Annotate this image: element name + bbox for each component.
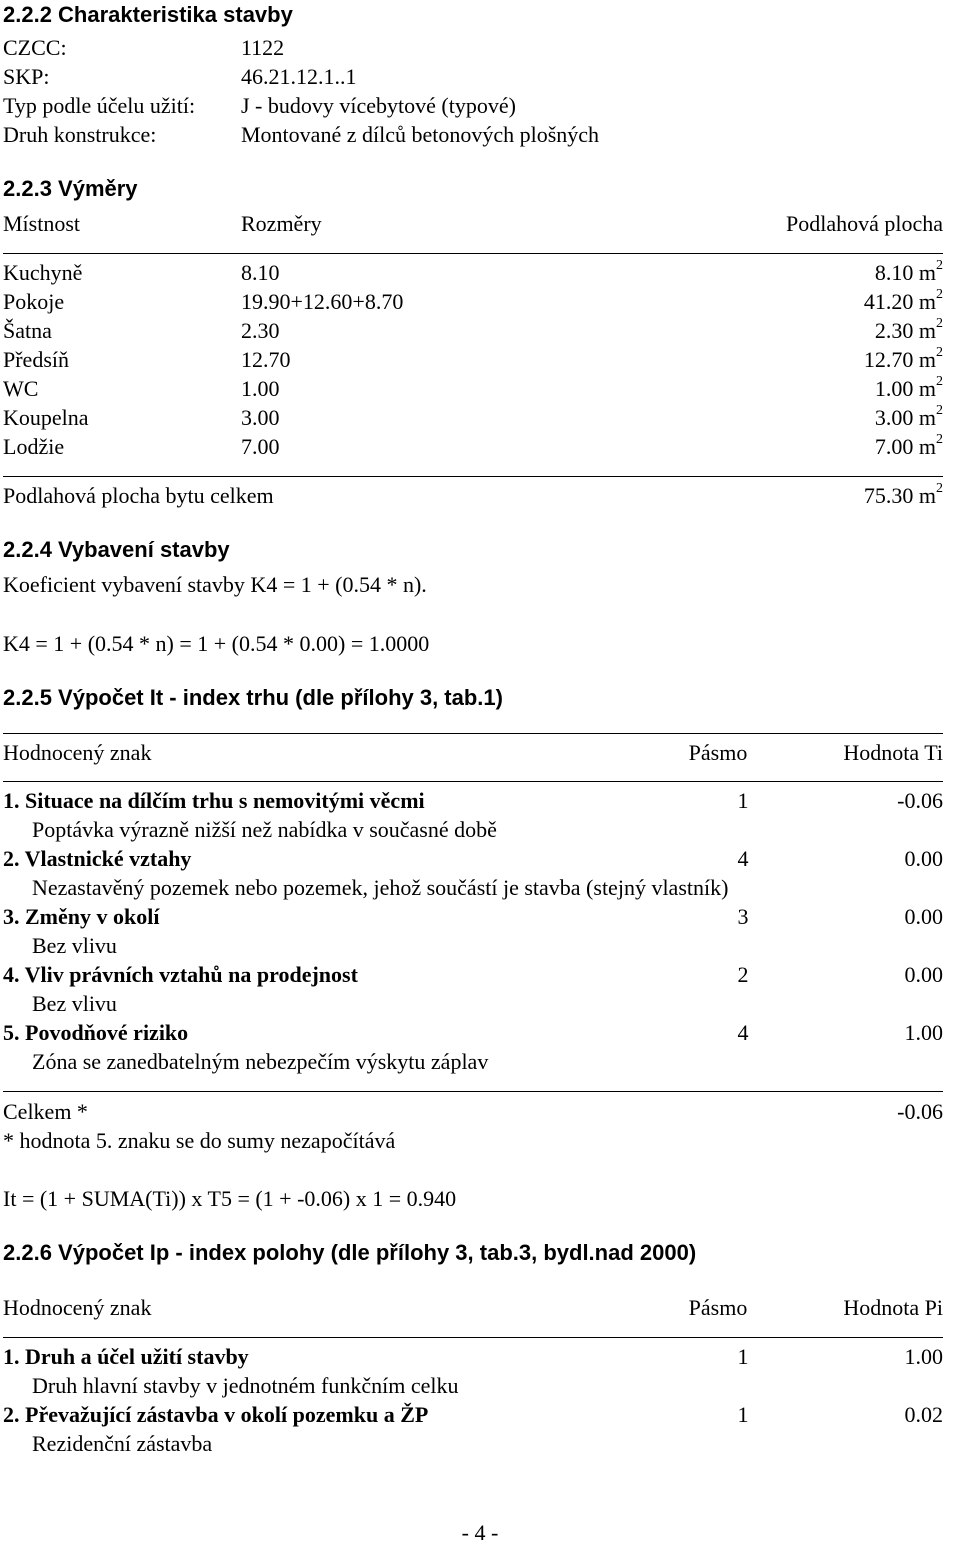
- room-name: Pokoje: [3, 289, 65, 314]
- char-value: Montované z dílců betonových plošných: [241, 122, 600, 147]
- rooms-table: [3, 258, 943, 461]
- divider: [3, 1337, 943, 1338]
- col-pasmo: Pásmo: [688, 740, 748, 765]
- section-heading-vymery: 2.2.3 Výměry: [3, 176, 138, 201]
- znak-pasmo: 3: [737, 904, 749, 929]
- room-name: Předsíň: [3, 347, 69, 372]
- znak-desc: Zóna se zanedbatelným nebezpečím výskytu záplav: [32, 1049, 489, 1074]
- vybaveni-line1: Koeficient vybavení stavby K4 = 1 + (0.54 * n).: [3, 572, 427, 597]
- znak-pasmo: 4: [737, 846, 749, 871]
- section-heading-charakteristika: 2.2.2 Charakteristika stavby: [3, 2, 293, 27]
- divider: [3, 253, 943, 254]
- room-dims: 8.10: [241, 260, 280, 285]
- total-label: Celkem *: [3, 1099, 88, 1124]
- znak-title: 4. Vliv právních vztahů na prodejnost: [3, 962, 358, 987]
- znak-pasmo: 1: [737, 788, 749, 813]
- col-rozmery: Rozměry: [241, 211, 322, 236]
- col-hodnota: Hodnota Ti: [843, 740, 943, 765]
- room-area: 7.00 $m^2$: [874, 431, 943, 459]
- col-plocha: Podlahová plocha: [785, 211, 943, 236]
- table-row: [3, 1342, 943, 1371]
- room-dims: 2.30: [241, 318, 280, 343]
- char-row: [3, 91, 943, 120]
- table-row: [3, 844, 943, 873]
- room-name: Kuchyně: [3, 260, 83, 285]
- znak-desc: Nezastavěný pozemek nebo pozemek, jehož součástí je stavba (stejný vlastník): [32, 875, 729, 900]
- znak-value: 0.02: [904, 1402, 943, 1427]
- it-table: [3, 786, 943, 1076]
- znak-pasmo: 2: [737, 962, 749, 987]
- znak-title: 2. Vlastnické vztahy: [3, 846, 192, 871]
- table-row: [3, 1018, 943, 1047]
- znak-desc: Poptávka výrazně nižší než nabídka v současné době: [32, 817, 497, 842]
- char-value: 1122: [241, 35, 285, 60]
- znak-pasmo: 4: [737, 1020, 749, 1045]
- char-label: SKP:: [3, 64, 50, 89]
- znak-pasmo: 1: [737, 1402, 749, 1427]
- table-row: [3, 902, 943, 931]
- room-area: 41.20 $m^2$: [863, 286, 943, 314]
- char-row: [3, 120, 943, 149]
- table-row: [3, 1400, 943, 1429]
- total-value: -0.06: [897, 1099, 943, 1124]
- room-dims: 7.00: [241, 434, 280, 459]
- znak-value: 1.00: [904, 1344, 943, 1369]
- room-dims: 12.70: [241, 347, 291, 372]
- char-row: [3, 33, 943, 62]
- section-heading-it: 2.2.5 Výpočet It - index trhu (dle přílohy 3, tab.1): [3, 685, 503, 710]
- total-value: 75.30 $m^2$: [863, 480, 943, 508]
- room-dims: 1.00: [241, 376, 280, 401]
- room-area: 2.30 $m^2$: [874, 315, 943, 343]
- it-total: [3, 1097, 943, 1155]
- divider: [3, 733, 943, 734]
- room-name: Lodžie: [3, 434, 65, 459]
- table-row: [3, 815, 943, 844]
- table-row: [3, 258, 943, 287]
- vymery-total: [3, 481, 943, 510]
- znak-value: 0.00: [904, 846, 943, 871]
- znak-value: 0.00: [904, 904, 943, 929]
- section-heading-vybaveni: 2.2.4 Vybavení stavby: [3, 537, 230, 562]
- znak-value: 1.00: [904, 1020, 943, 1045]
- znak-pasmo: 1: [737, 1344, 749, 1369]
- char-value: J - budovy vícebytové (typové): [241, 93, 516, 118]
- room-dims: 3.00: [241, 405, 280, 430]
- znak-title: 3. Změny v okolí: [3, 904, 160, 929]
- divider: [3, 476, 943, 477]
- znak-desc: Bez vlivu: [32, 933, 117, 958]
- table-row: [3, 786, 943, 815]
- page-number: - 4 -: [461, 1520, 499, 1545]
- table-row: [3, 931, 943, 960]
- charakteristika-table: [3, 33, 943, 149]
- char-value: 46.21.12.1..1: [241, 64, 357, 89]
- table-row: [3, 1047, 943, 1076]
- ip-header: [3, 1293, 943, 1322]
- room-dims: 19.90+12.60+8.70: [241, 289, 404, 314]
- total-note: * hodnota 5. znaku se do sumy nezapočítává: [3, 1128, 396, 1153]
- table-row: [3, 316, 943, 345]
- col-znak: Hodnocený znak: [3, 1295, 152, 1320]
- znak-desc: Druh hlavní stavby v jednotném funkčním celku: [32, 1373, 459, 1398]
- znak-desc: Rezidenční zástavba: [32, 1431, 213, 1456]
- col-hodnota: Hodnota Pi: [843, 1295, 943, 1320]
- room-name: Koupelna: [3, 405, 89, 430]
- znak-title: 1. Situace na dílčím trhu s nemovitými věcmi: [3, 788, 425, 813]
- char-label: Druh konstrukce:: [3, 122, 157, 147]
- table-row: [3, 1429, 943, 1458]
- col-pasmo: Pásmo: [688, 1295, 748, 1320]
- divider: [3, 1091, 943, 1092]
- room-area: 3.00 $m^2$: [874, 402, 943, 430]
- table-row: [3, 960, 943, 989]
- table-row: [3, 403, 943, 432]
- it-header: [3, 738, 943, 767]
- divider: [3, 781, 943, 782]
- table-row: [3, 374, 943, 403]
- znak-title: 1. Druh a účel užití stavby: [3, 1344, 249, 1369]
- char-label: Typ podle účelu užití:: [3, 93, 196, 118]
- vymery-header: [3, 209, 943, 238]
- total-label: Podlahová plocha bytu celkem: [3, 483, 274, 508]
- table-row: [3, 345, 943, 374]
- table-row: [3, 1371, 943, 1400]
- table-row: [3, 432, 943, 461]
- it-formula: It = (1 + SUMA(Ti)) x T5 = (1 + -0.06) x 1 = 0.940: [3, 1186, 457, 1211]
- znak-value: -0.06: [897, 788, 943, 813]
- znak-title: 5. Povodňové riziko: [3, 1020, 189, 1045]
- znak-title: 2. Převažující zástavba v okolí pozemku a ŽP: [3, 1402, 429, 1427]
- char-row: [3, 62, 943, 91]
- room-area: 12.70 $m^2$: [863, 344, 943, 372]
- room-name: Šatna: [3, 318, 52, 343]
- char-label: CZCC:: [3, 35, 67, 60]
- col-mistnost: Místnost: [3, 211, 81, 236]
- table-row: [3, 873, 943, 902]
- col-znak: Hodnocený znak: [3, 740, 152, 765]
- table-row: [3, 989, 943, 1018]
- table-row: [3, 287, 943, 316]
- room-area: 8.10 $m^2$: [874, 257, 943, 285]
- room-area: 1.00 $m^2$: [874, 373, 943, 401]
- ip-table: [3, 1342, 943, 1458]
- room-name: WC: [3, 376, 39, 401]
- vybaveni-line2: K4 = 1 + (0.54 * n) = 1 + (0.54 * 0.00) = 1.0000: [3, 631, 430, 656]
- znak-desc: Bez vlivu: [32, 991, 117, 1016]
- znak-value: 0.00: [904, 962, 943, 987]
- section-heading-ip: 2.2.6 Výpočet Ip - index polohy (dle přílohy 3, tab.3, bydl.nad 2000): [3, 1240, 697, 1265]
